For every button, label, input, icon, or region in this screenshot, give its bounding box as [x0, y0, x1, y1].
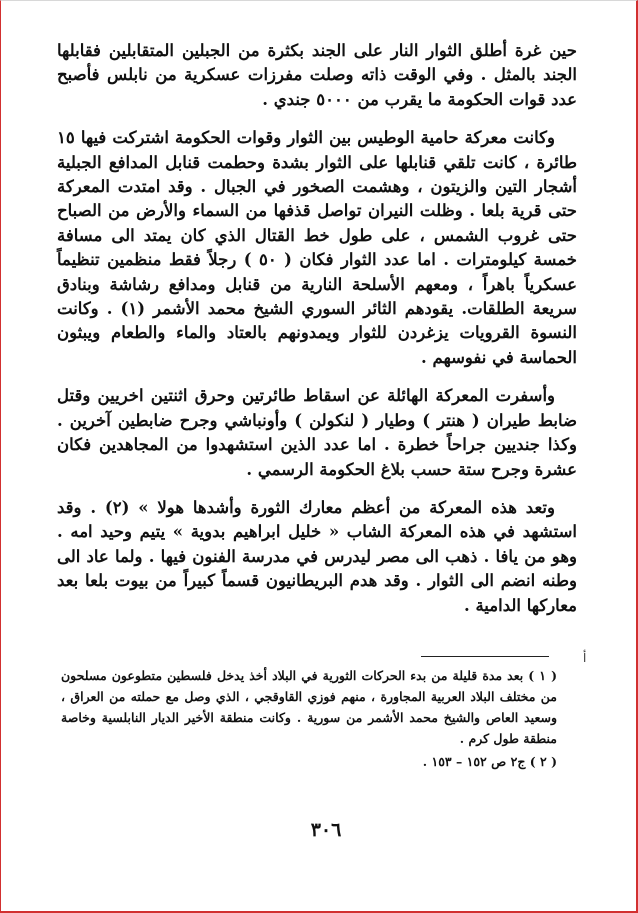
- paragraph-3: وأسفرت المعركة الهائلة عن اسقاط طائرتين وحرق اثنتين اخريين وقتل ضابط طيران ( هنتر ) وطيار ( لنكولن ) وأونباشي وجرح ضابطين آخرين . وكذا جنديين جراحاً خطرة . اما عدد الذين استشهدوا من المجاهدين فكان عشرة وجرح ستة حسب بلاغ الحكومة الرسمي .: [57, 386, 577, 479]
- margin-mark: أ: [583, 651, 587, 665]
- paragraph-1: حين غرة أطلق الثوار النار على الجند بكثرة من الجبلين المتقابلين فقابلها الجند بالمثل . وفي الوقت ذاته وصلت مفرزات عسكرية من نابلس فأصبح عدد قوات الحكومة ما يقرب من ٥٠٠٠ جندي .: [57, 41, 577, 109]
- footnote-2: ( ٢ ) ج٢ ص ١٥٢ – ١٥٣ .: [422, 754, 557, 769]
- footnotes: [61, 665, 557, 772]
- paragraph-2: وكانت معركة حامية الوطيس بين الثوار وقوات الحكومة اشتركت فيها ١٥ طائرة ، كانت تلقي قنابلها على الثوار بشدة وحطمت قنابل المدافع الجبلية أشجار التين والزيتون ، وهشمت الصخور في الجبال . وقد امتدت المعركة حتى قرية بلعا . وظلت النيران تواصل قذفها من السماء والأرض من الصباح حتى غروب الشمس ، على طول خط القتال الذي كان يمتد الى مسافة خمسة كيلومترات . اما عدد الثوار فكان ( ٥٠ ) رجلاً فقط منظمين تنظيماً عسكرياً باهراً ، ومعهم الأسلحة النارية من قنابل ومدافع رشاشة وبنادق سريعة الطلقات. يقودهم الثائر السوري الشيخ محمد الأشمر (١) . وكانت النسوة القرويات يزغردن للثوار ويمدونهم بالعتاد والماء والطعام ويبثون الحماسة في نفوسهم .: [57, 128, 577, 367]
- footnote-divider: [421, 656, 549, 657]
- page-number: ٣٠٦: [310, 819, 342, 841]
- paragraph-4: وتعد هذه المعركة من أعظم معارك الثورة وأشدها هولا » (٢) . وقد استشهد في هذه المعركة الشاب « خليل ابراهيم بدوية » يتيم وحيد امه . وهو من يافا . ذهب الى مصر ليدرس في مدرسة الفنون فيها . ولما عاد الى وطنه انضم الى الثوار . وقد هدم البريطانيون قسماً كبيراً من بيوت بلعا بعد معاركها الدامية .: [57, 497, 577, 615]
- main-text: [57, 39, 577, 618]
- footnote-1: ( ١ ) بعد مدة قليلة من بدء الحركات الثورية في البلاد أخذ يدخل فلسطين متطوعون مسلحون من مختلف البلاد العربية المجاورة ، منهم فوزي القاوقجي ، الذي وصل مع حملته من العراق ، وسعيد العاص والشيخ محمد الأشمر من سورية . وكانت منطقة الأخير الديار النابلسية وخاصة منطقة طول كرم .: [61, 668, 557, 746]
